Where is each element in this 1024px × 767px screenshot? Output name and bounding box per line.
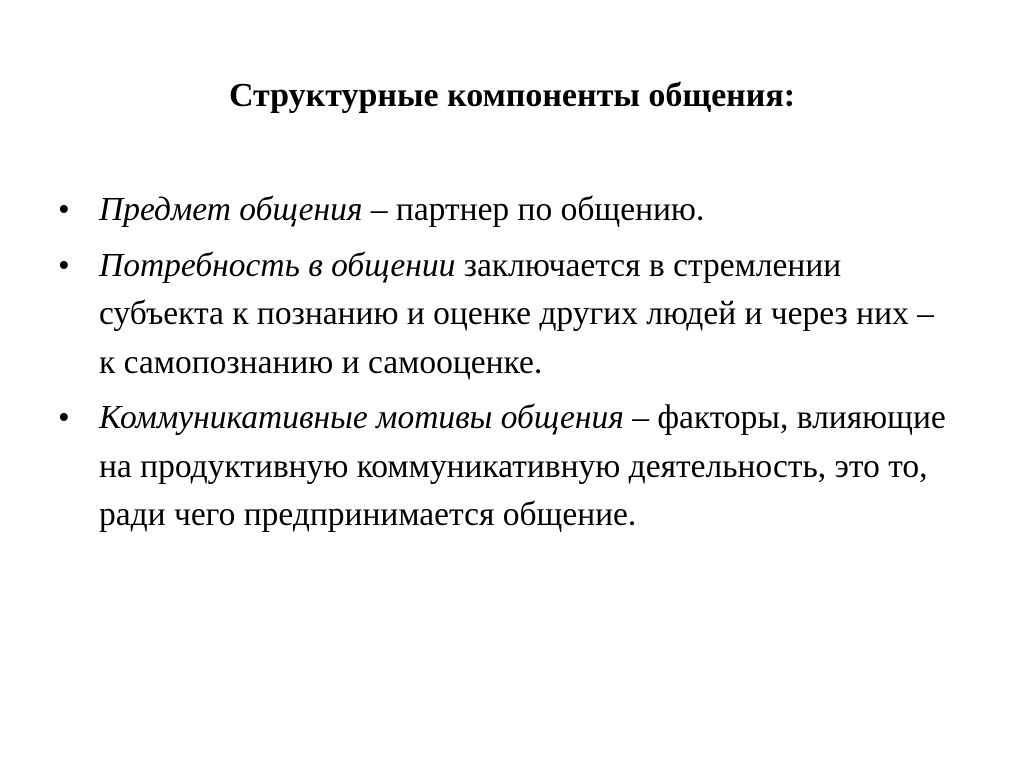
bullet-text: – партнер по общению. xyxy=(362,191,705,228)
bullet-term: Предмет общения xyxy=(99,191,363,228)
bullet-item-subject xyxy=(58,186,958,235)
bullet-item-need xyxy=(58,242,958,388)
bullet-icon: • xyxy=(58,399,70,436)
bullet-item-motives xyxy=(58,394,958,540)
bullet-icon: • xyxy=(58,191,70,228)
bullet-term: Потребность в общении xyxy=(99,246,456,284)
bullet-icon: • xyxy=(58,246,70,284)
bullet-text: – факторы, влияющие на продуктивную коммуникативную деятельность, это то, ради чего предпринимается общение. xyxy=(99,399,946,533)
bullet-list xyxy=(58,186,958,547)
bullet-text: заключается в стремлении субъекта к познанию и оценке других людей и через них – к самопознанию и самооценке. xyxy=(99,246,934,381)
slide-title: Структурные компоненты общения: xyxy=(228,77,796,114)
bullet-term: Коммуникативные мотивы общения xyxy=(99,399,624,436)
